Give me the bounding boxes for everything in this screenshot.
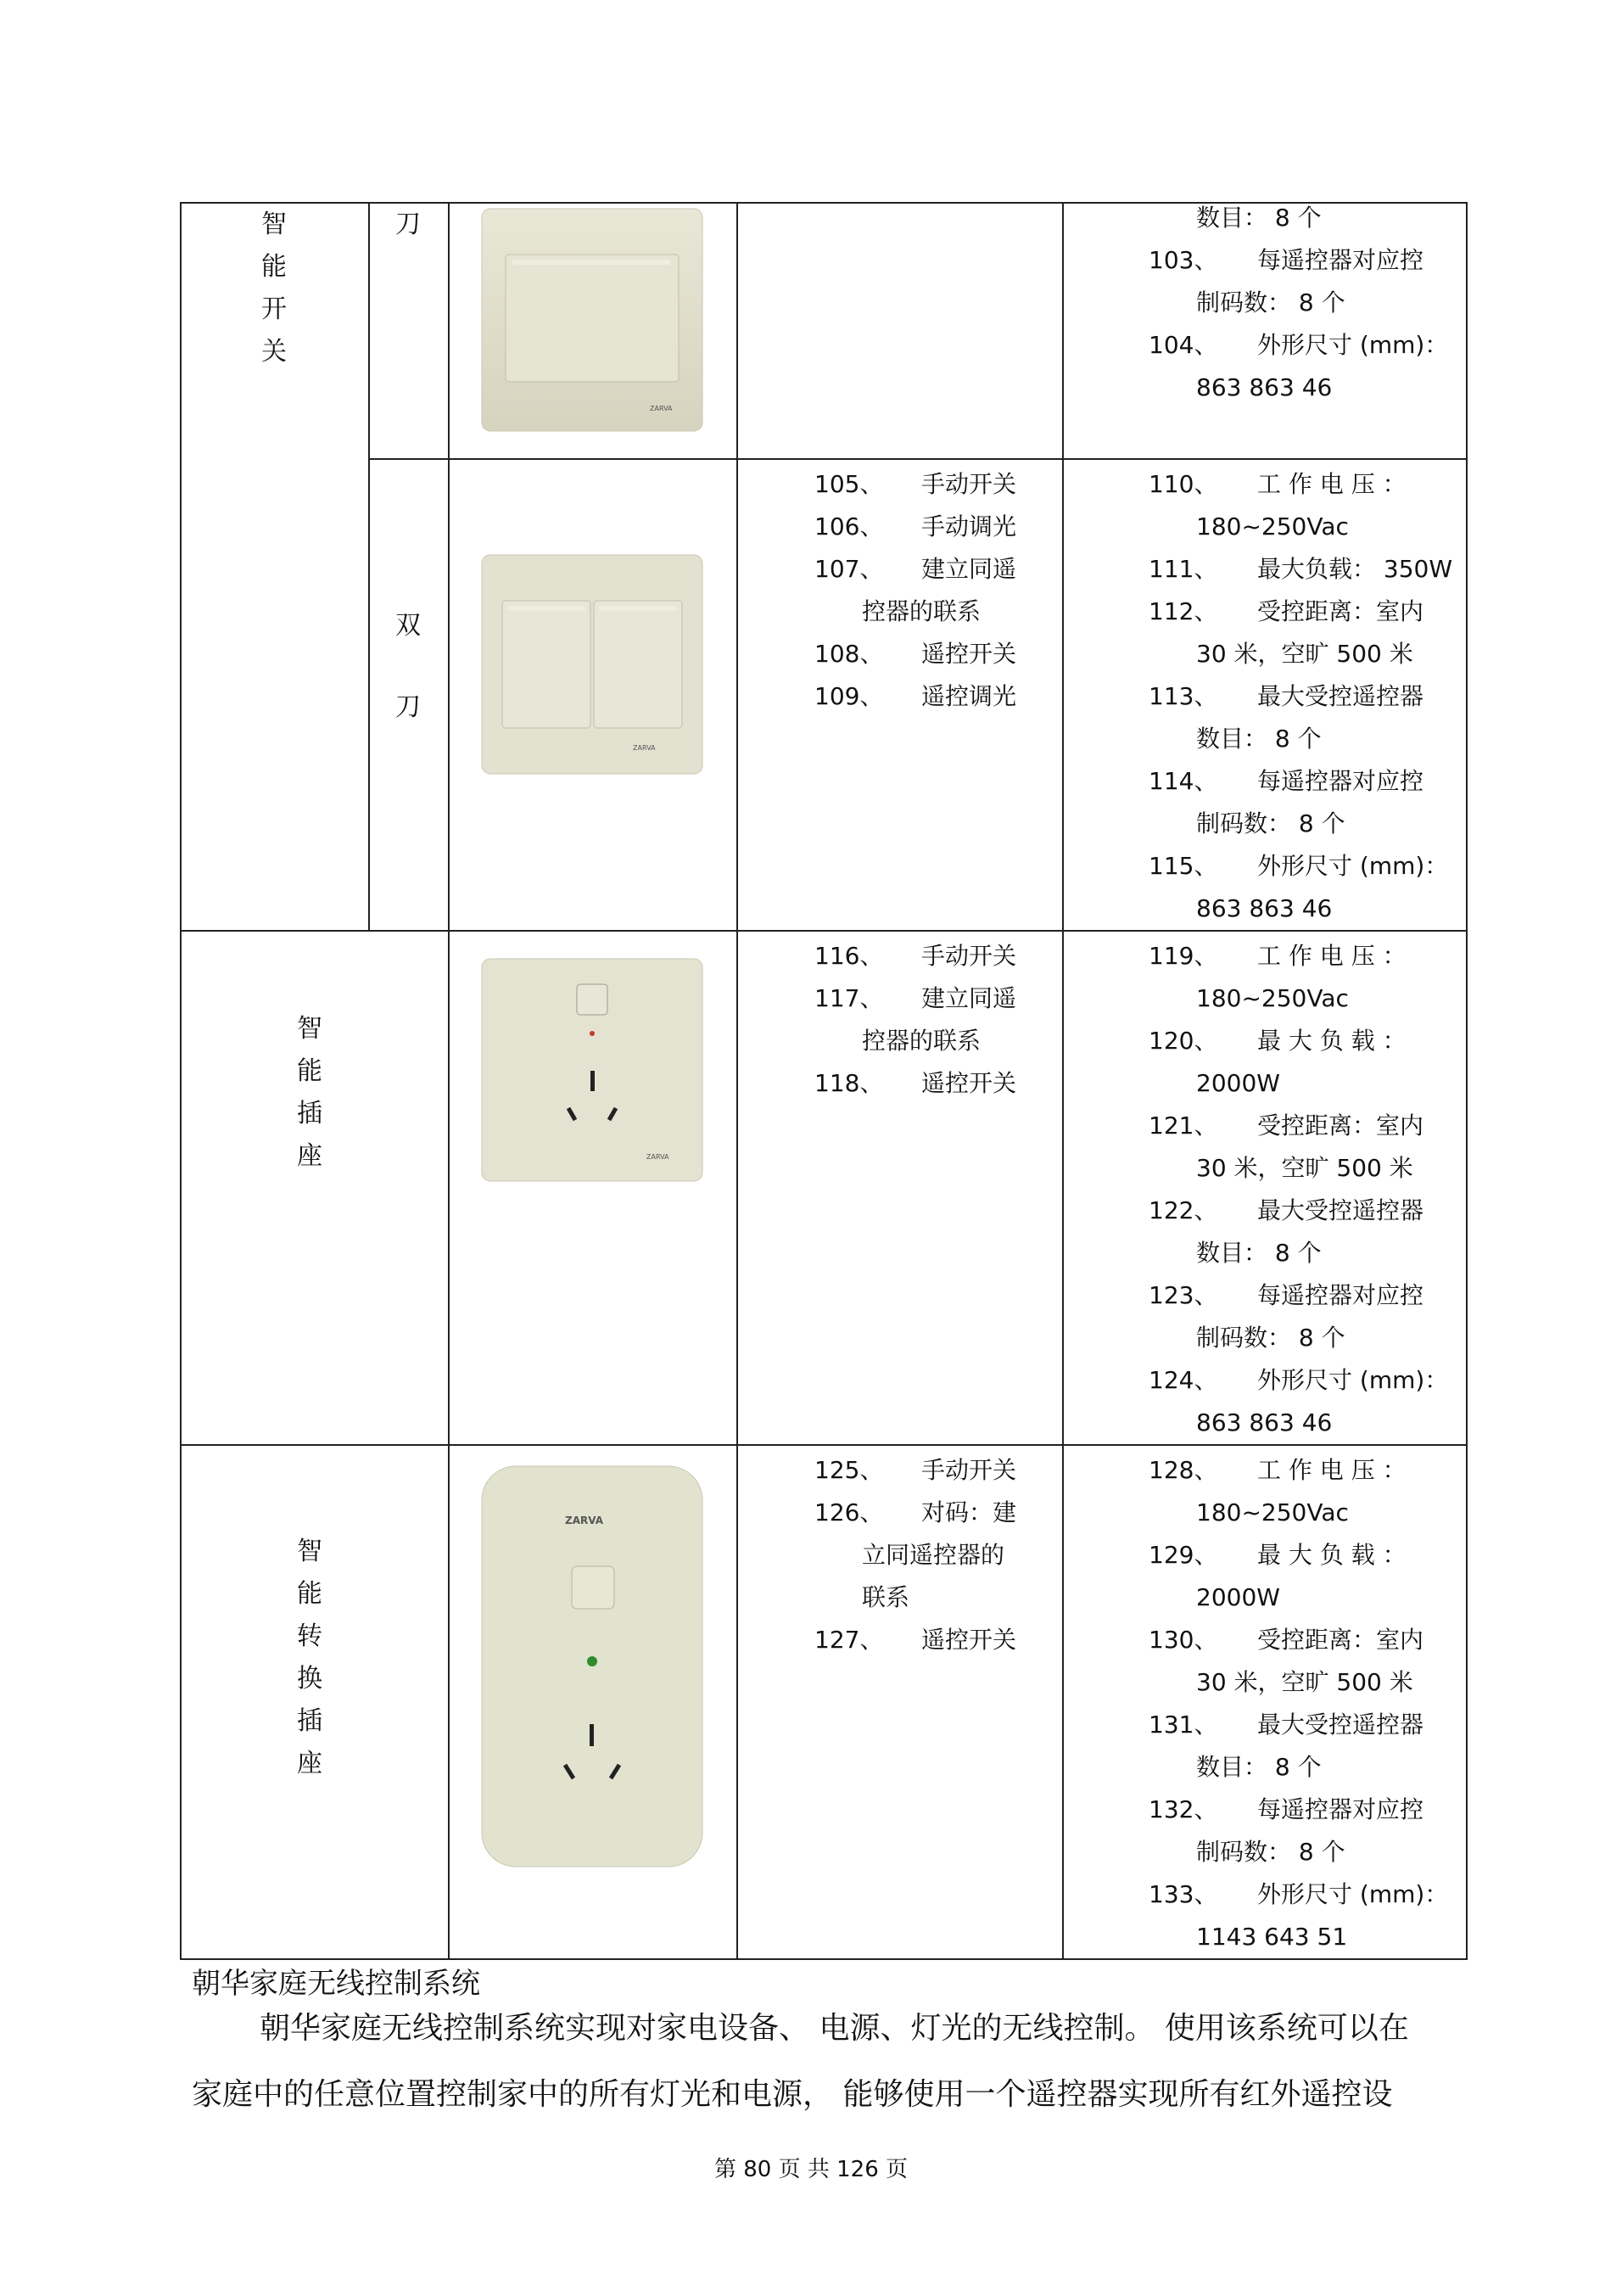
sub-cell: 刀 [369, 203, 449, 459]
function-list: 105、 手动开关 106、 手动调光 107、 建立同遥 控器的联系 108、 遥控开关 109、 遥控调光 [814, 470, 1017, 710]
double-switch-image [480, 553, 704, 776]
function-list: 116、 手动开关 117、 建立同遥 控器的联系 118、 遥控开关 [814, 942, 1017, 1097]
svg-text:ZARVA: ZARVA [646, 1153, 669, 1161]
image-cell [449, 931, 737, 1445]
spec-cell [1063, 1445, 1467, 1959]
table-row [181, 203, 1467, 459]
function-list: 125、 手动开关 126、 对码：建 立同遥控器的 联系 127、 遥控开关 [814, 1456, 1017, 1654]
list-item: 103、 每遥控器对应控 [1149, 246, 1424, 274]
category-label: 智 能 转 换 插 座 [297, 1537, 322, 1778]
spec-list [1064, 197, 1466, 409]
image-cell [449, 459, 737, 931]
spec-list: 119、 工 作 电 压 ： 180~250Vac 120、 最 大 负 载 ： 2000W 121、 受控距离：室内 30 米，空旷 500 米 122、 最大受控遥控器 数目： 8 个 123、 每遥控器对应控 制码数： 8 个 124、 外形尺寸 (mm)： 863 863 46 [1149, 942, 1449, 1436]
paragraph-line-1: 朝华家庭无线控制系统实现对家电设备、 电源、灯光的无线控制。 使用该系统可以在 [260, 2011, 1409, 2046]
category-label: 智 能 插 座 [297, 1014, 322, 1171]
table-row [181, 931, 1467, 1445]
category-label: 智 能 开 关 [261, 210, 287, 367]
image-cell [449, 1445, 737, 1959]
function-cell [737, 931, 1063, 1445]
svg-text:ZARVA: ZARVA [565, 1515, 603, 1526]
paragraph-line-2: 家庭中的任意位置控制家中的所有灯光和电源， 能够使用一个遥控器实现所有红外遥控设 [192, 2077, 1393, 2112]
function-cell [737, 459, 1063, 931]
spec-cell [1063, 931, 1467, 1445]
svg-text:ZARVA: ZARVA [650, 405, 673, 412]
product-spec-table [180, 202, 1468, 1960]
category-cell-conversion-socket [181, 1445, 449, 1959]
single-switch-image [480, 207, 704, 433]
section-title: 朝华家庭无线控制系统 [192, 1967, 480, 2001]
function-cell [737, 203, 1063, 459]
category-cell-smart-socket [181, 931, 449, 1445]
image-cell [449, 203, 737, 459]
svg-text:ZARVA: ZARVA [633, 744, 656, 752]
list-item: 制码数： 8 个 [1196, 288, 1345, 316]
table-row [181, 1445, 1467, 1959]
smart-socket-image [480, 957, 704, 1183]
spec-cell [1063, 459, 1467, 931]
list-item: 数目： 8 个 [1196, 204, 1322, 232]
page-number: 第 80 页 共 126 页 [713, 2157, 909, 2182]
function-cell [737, 1445, 1063, 1959]
category-cell-smart-switch [181, 203, 369, 931]
spec-list: 110、 工 作 电 压 ： 180~250Vac 111、 最大负载： 350W 112、 受控距离：室内 30 米，空旷 500 米 113、 最大受控遥控器 数目： 8 个 114、 每遥控器对应控 制码数： 8 个 115、 外形尺寸 (mm)： 863 863 46 [1149, 470, 1453, 922]
list-item: 104、 外形尺寸 (mm)： [1149, 331, 1449, 359]
spec-list: 128、 工 作 电 压 ： 180~250Vac 129、 最 大 负 载 ： 2000W 130、 受控距离：室内 30 米，空旷 500 米 131、 最大受控遥控器 数目： 8 个 132、 每遥控器对应控 制码数： 8 个 133、 外形尺寸 (mm)： 1143 643 51 [1149, 1456, 1449, 1951]
table-row [181, 459, 1467, 931]
list-item: 863 863 46 [1196, 373, 1333, 401]
spec-cell [1063, 203, 1467, 459]
sub-cell: 双 刀 [369, 459, 449, 931]
conversion-socket-image [480, 1464, 704, 1868]
